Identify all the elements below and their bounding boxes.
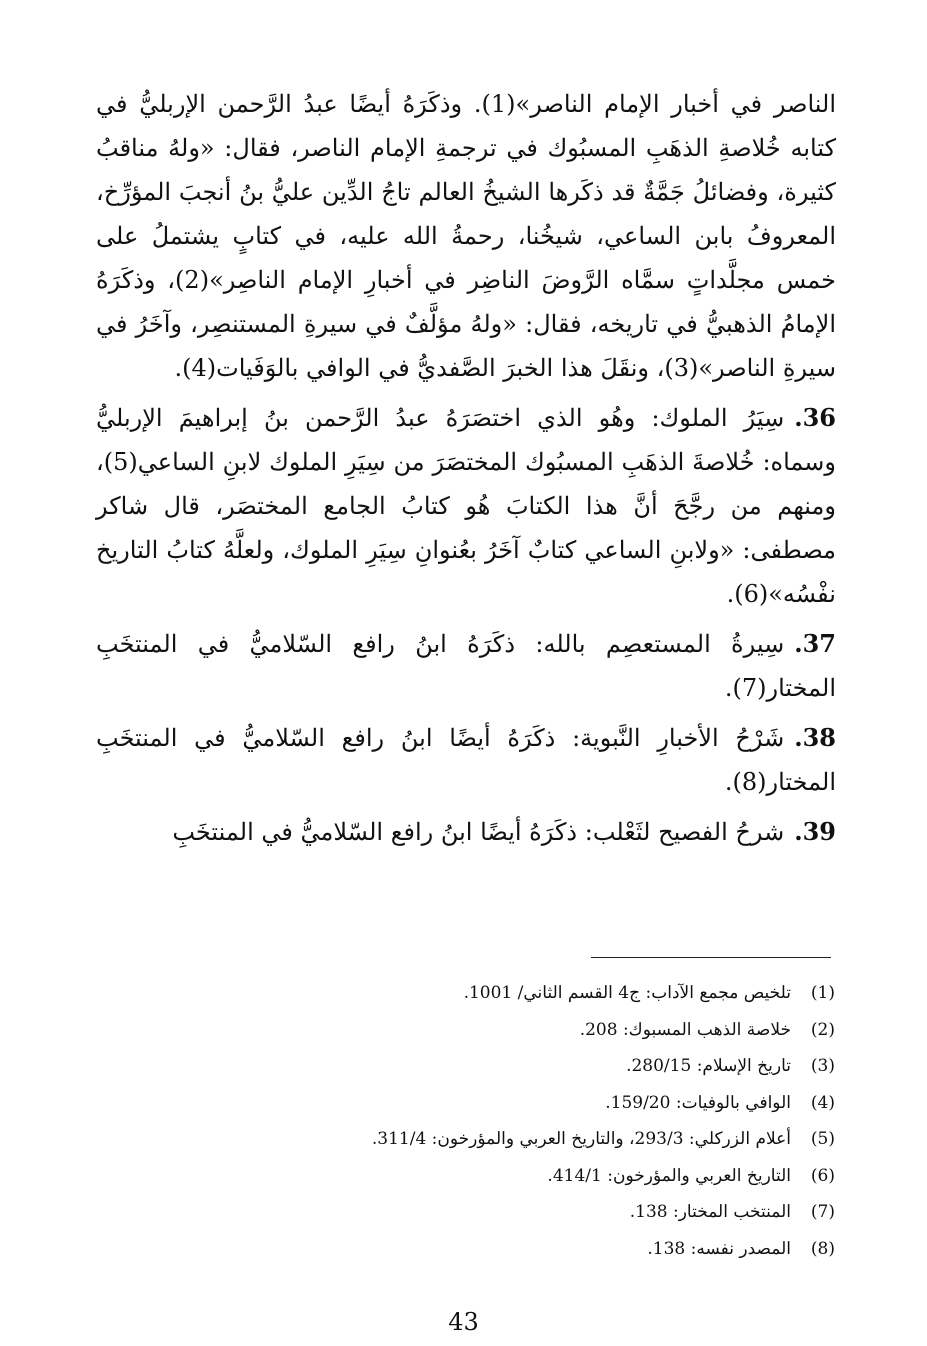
footnote-number: (8) <box>810 1238 835 1259</box>
footnote-item <box>235 975 835 1012</box>
footnote-item <box>235 1121 835 1158</box>
footnote-number: (3) <box>810 1056 835 1076</box>
entry-text: شرحُ الفصيح لثَعْلب: ذكَرَهُ أيضًا ابنُ رافع السّلاميُّ في المنتخَبِ <box>172 818 785 846</box>
footnote-text: أعلام الزركلي: 293/3، والتاريخ العربي والمؤرخون: 311/4. <box>371 1129 791 1149</box>
entry-number: 39. <box>794 817 836 846</box>
footnote-item <box>235 1231 835 1268</box>
entry-text: شَرْحُ الأخبارِ النَّبوية: ذكَرَهُ أيضًا ابنُ رافع السّلاميُّ في المنتخَبِ المختار(8). <box>96 724 836 796</box>
footnote-number: (6) <box>810 1165 835 1186</box>
entry-number: 37. <box>794 629 836 658</box>
main-text <box>96 82 836 860</box>
footnotes <box>235 975 835 1267</box>
footnote-number: (7) <box>810 1202 835 1222</box>
entry-text: سِيرةُ المستعصِم بالله: ذكَرَهُ ابنُ رافع السّلاميُّ في المنتخَبِ المختار(7). <box>96 630 836 702</box>
footnote-number: (4) <box>810 1092 835 1113</box>
footnote-text: تاريخ الإسلام: 280/15. <box>626 1056 791 1076</box>
entry-39 <box>96 810 836 854</box>
footnote-item <box>235 1048 835 1085</box>
footnote-number: (5) <box>810 1129 835 1149</box>
footnote-text: تلخيص مجمع الآداب: ج4 القسم الثاني/ 1001. <box>463 983 791 1003</box>
entry-number: 36. <box>794 403 836 432</box>
footnote-text: الوافي بالوفيات: 159/20. <box>605 1092 791 1113</box>
page-number: 43 <box>448 1308 479 1336</box>
footnote-text: التاريخ العربي والمؤرخون: 414/1. <box>547 1165 791 1186</box>
entry-text: سِيَرُ الملوك: وهُو الذي اختصَرَهُ عبدُ الرَّحمن بنُ إبراهيمَ الإربليُّ وسماه: خُلاصةَ الذهَبِ المسبُوك المختصَرَ من سِيَرِ الملوك لابنِ الساعي(5)، ومنهم من رجَّحَ أنَّ هذا الكتابَ هُو كتابُ الجامع المختصَر، قال شاكر مصطفى: «ولابنِ الساعي كتابٌ آخَرُ بعُنوانِ سِيَرِ الملوك، ولعلَّهُ كتابُ التاريخ نفْسُه»(6). <box>96 404 837 608</box>
footnote-text: خلاصة الذهب المسبوك: 208. <box>579 1019 791 1040</box>
paragraph-continuation <box>96 82 836 390</box>
entry-38 <box>96 716 836 804</box>
footnote-text: المصدر نفسه: 138. <box>647 1238 791 1259</box>
footnote-text: المنتخب المختار: 138. <box>629 1202 791 1222</box>
footnote-number: (2) <box>810 1019 835 1040</box>
entry-36 <box>96 396 836 616</box>
footnote-item <box>235 1085 835 1122</box>
footnote-item <box>235 1194 835 1231</box>
footnote-item <box>235 1158 835 1195</box>
footnote-divider <box>591 957 831 958</box>
entry-number: 38. <box>794 723 836 752</box>
footnote-number: (1) <box>810 983 835 1003</box>
footnote-item <box>235 1012 835 1049</box>
paragraph-text: الناصر في أخبار الإمام الناصر»(1). وذكَرَهُ أيضًا عبدُ الرَّحمن الإربليُّ في كتابه خُلاصةِ الذهَبِ المسبُوك في ترجمةِ الإمام الناصر، فقال: «ولهُ مناقبُ كثيرة، وفضائلُ جَمَّةٌ قد ذكَرها الشيخُ العالم تاجُ الدِّين عليُّ بنُ أنجبَ المؤرِّخ، المعروفُ بابن الساعي، شيخُنا، رحمةُ الله عليه، في كتابٍ يشتملُ على خمس مجلَّداتٍ سمَّاه الرَّوضَ الناضِر في أخبارِ الإمام الناصِر»(2)، وذكَرَهُ الإمامُ الذهبيُّ في تاريخه، فقال: «ولهُ مؤلَّفٌ في سيرةِ المستنصِر، وآخَرُ في سيرةِ الناصر»(3)، ونقَلَ هذا الخبرَ الصَّفديُّ في الوافي بالوَفَيات(4). <box>96 90 837 382</box>
entry-37 <box>96 622 836 710</box>
